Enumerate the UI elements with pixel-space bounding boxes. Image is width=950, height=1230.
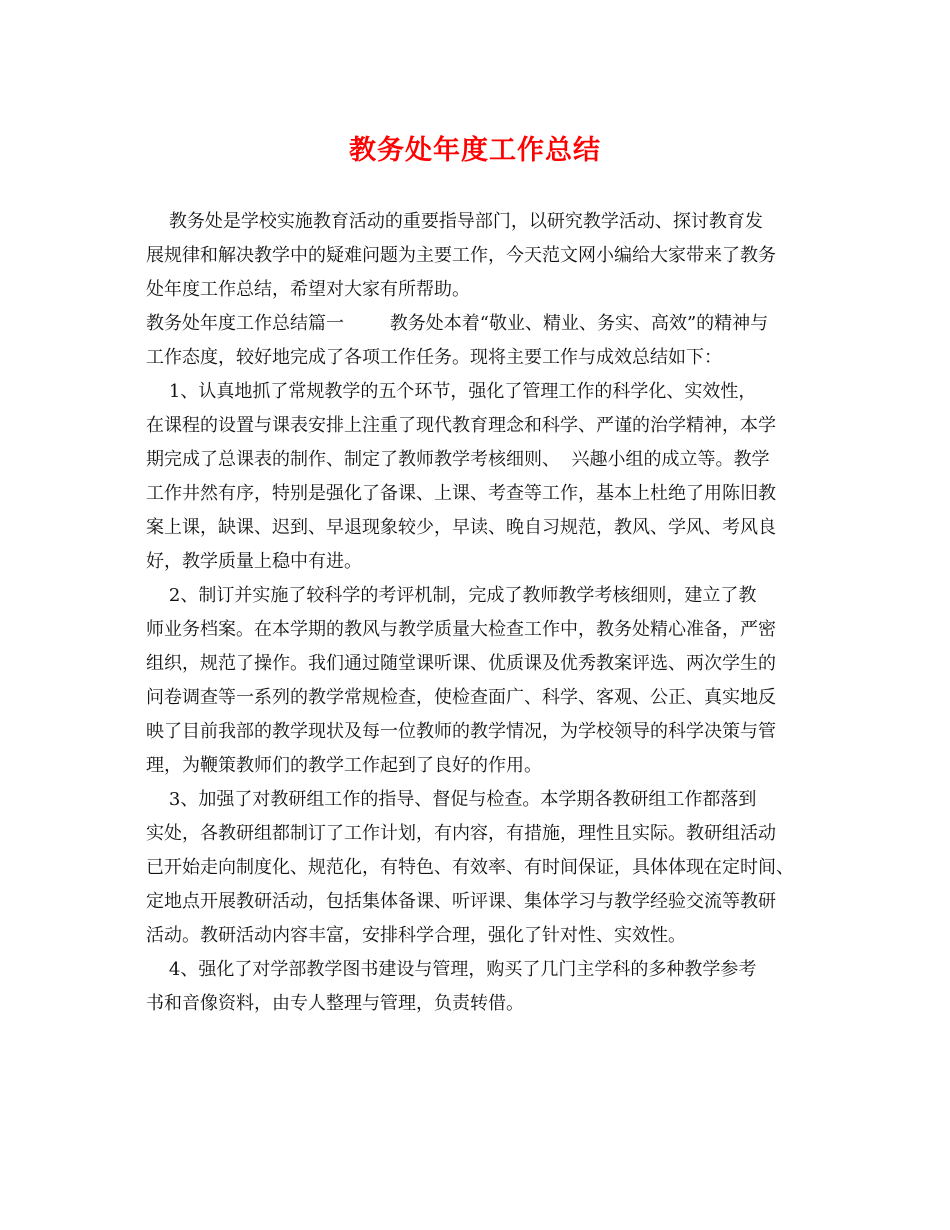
text-line: 实处，各教研组都制订了工作计划，有内容，有措施，理性且实际。教研组活动	[146, 823, 776, 844]
text-line: 理，为鞭策教师们的教学工作起到了良好的作用。	[146, 755, 542, 776]
text-line: 教务处年度工作总结篇一 教务处本着“敬业、精业、务实、高效”的精神与	[146, 313, 769, 334]
text-line: 活动。教研活动内容丰富，安排科学合理，强化了针对性、实效性。	[146, 925, 686, 946]
text-line: 工作井然有序，特别是强化了备课、上课、考查等工作，基本上杜绝了用陈旧教	[146, 483, 776, 504]
text-line: 问卷调查等一系列的教学常规检查，使检查面广、科学、客观、公正、真实地反	[146, 687, 776, 708]
text-line: 在课程的设置与课表安排上注重了现代教育理念和科学、严谨的治学精神，本学	[146, 415, 776, 436]
text-line: 期完成了总课表的制作、制定了教师教学考核细则、 兴趣小组的成立等。教学	[146, 449, 770, 470]
text-line: 教务处是学校实施教育活动的重要指导部门，以研究教学活动、探讨教育发	[146, 211, 763, 232]
document-title: 教务处年度工作总结	[349, 135, 601, 166]
text-line: 映了目前我部的教学现状及每一位教师的教学情况，为学校领导的科学决策与管	[146, 721, 776, 742]
text-line: 已开始走向制度化、规范化，有特色、有效率、有时间保证，具体体现在定时间、	[146, 857, 794, 878]
text-line: 好，教学质量上稳中有进。	[146, 551, 362, 572]
text-line: 2、制订并实施了较科学的考评机制，完成了教师教学考核细则，建立了教	[146, 585, 757, 606]
text-line: 书和音像资料，由专人整理与管理，负责转借。	[146, 993, 524, 1014]
text-line: 3、加强了对教研组工作的指导、督促与检查。本学期各教研组工作都落到	[146, 789, 757, 810]
text-line: 工作态度，较好地完成了各项工作任务。现将主要工作与成效总结如下：	[146, 347, 722, 368]
text-line: 定地点开展教研活动，包括集体备课、听评课、集体学习与教学经验交流等教研	[146, 891, 776, 912]
text-line: 展规律和解决教学中的疑难问题为主要工作，今天范文网小编给大家带来了教务	[146, 245, 776, 266]
text-line: 4、强化了对学部教学图书建设与管理，购买了几门主学科的多种教学参考	[146, 959, 757, 980]
text-line: 案上课，缺课、迟到、早退现象较少，早读、晚自习规范，教风、学风、考风良	[146, 517, 776, 538]
text-line: 处年度工作总结，希望对大家有所帮助。	[146, 279, 470, 300]
text-line: 组织，规范了操作。我们通过随堂课听课、优质课及优秀教案评选、两次学生的	[146, 653, 776, 674]
text-line: 师业务档案。在本学期的教风与教学质量大检查工作中，教务处精心准备，严密	[146, 619, 776, 640]
text-line: 1、认真地抓了常规教学的五个环节，强化了管理工作的科学化、实效性，	[146, 381, 757, 402]
